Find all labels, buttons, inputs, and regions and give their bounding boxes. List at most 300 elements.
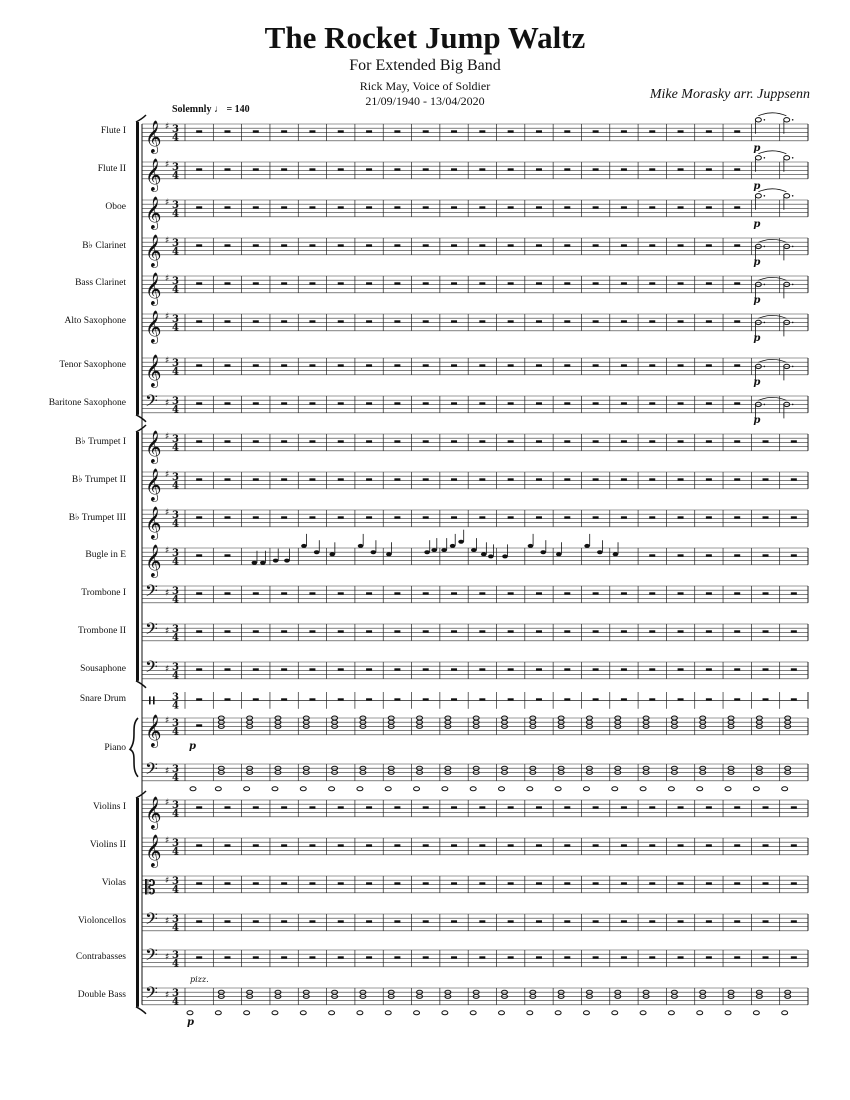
instrument-label: Trombone II <box>78 626 126 637</box>
measure-rest <box>281 668 287 671</box>
measure-rest <box>649 130 655 133</box>
measure-rest <box>338 882 344 885</box>
measure-rest <box>479 516 485 519</box>
measure-rest <box>791 630 797 633</box>
treble-clef-icon: 𝄞 <box>145 713 162 747</box>
measure-rest <box>423 282 429 285</box>
measure-rest <box>224 956 230 959</box>
time-signature: 3 <box>172 875 179 887</box>
measure-rest <box>706 592 712 595</box>
measure-rest <box>451 806 457 809</box>
measure-rest <box>763 806 769 809</box>
measure-rest <box>564 282 570 285</box>
bass-note <box>357 1011 363 1015</box>
measure-rest <box>678 956 684 959</box>
measure-rest <box>564 244 570 247</box>
measure-rest <box>678 206 684 209</box>
measure-rest <box>253 282 259 285</box>
measure-rest <box>196 554 202 557</box>
measure-rest <box>253 592 259 595</box>
measure-rest <box>734 206 740 209</box>
measure-rest <box>451 516 457 519</box>
measure-rest <box>678 478 684 481</box>
measure-rest <box>281 402 287 405</box>
instrument-label: Bass Clarinet <box>75 278 126 289</box>
time-signature: 4 <box>172 772 179 784</box>
instrument-label: Double Bass <box>77 990 126 1001</box>
bass-note <box>442 787 448 791</box>
measure-rest <box>649 668 655 671</box>
measure-rest <box>536 168 542 171</box>
measure-rest <box>253 364 259 367</box>
measure-rest <box>649 630 655 633</box>
bass-note <box>272 787 278 791</box>
instrument-label: Flute I <box>100 126 126 137</box>
bass-note <box>697 787 703 791</box>
note-head <box>502 554 508 558</box>
measure-rest <box>451 206 457 209</box>
measure-rest <box>253 844 259 847</box>
score-title: The Rocket Jump Waltz <box>264 20 586 55</box>
measure-rest <box>564 478 570 481</box>
measure-rest <box>593 206 599 209</box>
measure-rest <box>564 206 570 209</box>
bass-note <box>499 787 505 791</box>
bass-note <box>499 1011 505 1015</box>
note-head <box>252 561 258 565</box>
measure-rest <box>621 844 627 847</box>
measure-rest <box>536 592 542 595</box>
measure-rest <box>394 206 400 209</box>
note-head <box>613 552 619 556</box>
measure-rest <box>621 516 627 519</box>
measure-rest <box>678 668 684 671</box>
measure-rest <box>508 320 514 323</box>
measure-rest <box>508 440 514 443</box>
bass-note <box>244 1011 250 1015</box>
measure-rest <box>423 882 429 885</box>
measure-rest <box>649 554 655 557</box>
composer-credit: Mike Morasky arr. Juppsenn <box>649 87 810 102</box>
score-subtitle: For Extended Big Band <box>349 57 501 74</box>
measure-rest <box>593 320 599 323</box>
measure-rest <box>734 440 740 443</box>
measure-rest <box>309 806 315 809</box>
measure-rest <box>564 920 570 923</box>
dot <box>764 322 766 324</box>
half-note <box>784 156 790 160</box>
sharp-icon: ♯ <box>165 990 170 1001</box>
measure-rest <box>479 920 485 923</box>
note-head <box>471 548 477 552</box>
measure-rest <box>338 592 344 595</box>
measure-rest <box>196 806 202 809</box>
instrument-label: Piano <box>104 743 126 754</box>
measure-rest <box>593 882 599 885</box>
half-note <box>784 118 790 122</box>
instrument-label: Snare Drum <box>79 694 126 705</box>
measure-rest <box>508 282 514 285</box>
measure-rest <box>649 920 655 923</box>
measure-rest <box>281 806 287 809</box>
measure-rest <box>196 698 202 701</box>
bass-note <box>385 1011 391 1015</box>
instrument-label: Flute II <box>97 164 126 175</box>
bass-note <box>725 787 731 791</box>
measure-rest <box>678 844 684 847</box>
tie <box>758 151 786 154</box>
measure-rest <box>196 244 202 247</box>
measure-rest <box>309 592 315 595</box>
measure-rest <box>394 402 400 405</box>
measure-rest <box>593 402 599 405</box>
time-signature: 3 <box>172 691 179 703</box>
measure-rest <box>706 168 712 171</box>
sharp-icon: ♯ <box>165 470 170 481</box>
measure-rest <box>763 592 769 595</box>
measure-rest <box>763 920 769 923</box>
measure-rest <box>423 920 429 923</box>
measure-rest <box>734 402 740 405</box>
time-signature: 3 <box>172 913 179 925</box>
measure-rest <box>479 282 485 285</box>
time-signature: 4 <box>172 594 179 606</box>
measure-rest <box>253 956 259 959</box>
measure-rest <box>593 630 599 633</box>
measure-rest <box>593 668 599 671</box>
measure-rest <box>536 282 542 285</box>
measure-rest <box>706 956 712 959</box>
bass-note <box>414 787 420 791</box>
measure-rest <box>366 130 372 133</box>
bass-note <box>668 787 674 791</box>
measure-rest <box>196 478 202 481</box>
measure-rest <box>224 554 230 557</box>
measure-rest <box>791 440 797 443</box>
time-signature: 4 <box>172 518 179 530</box>
measure-rest <box>338 364 344 367</box>
note-head <box>488 554 494 558</box>
bass-note <box>583 1011 589 1015</box>
time-signature: 3 <box>172 661 179 673</box>
measure-rest <box>224 206 230 209</box>
measure-rest <box>678 130 684 133</box>
measure-rest <box>734 956 740 959</box>
measure-rest <box>706 478 712 481</box>
measure-rest <box>224 844 230 847</box>
measure-rest <box>734 244 740 247</box>
measure-rest <box>763 554 769 557</box>
measure-rest <box>394 956 400 959</box>
measure-rest <box>791 806 797 809</box>
bass-note <box>753 787 759 791</box>
measure-rest <box>536 244 542 247</box>
measure-rest <box>791 516 797 519</box>
measure-rest <box>649 698 655 701</box>
measure-rest <box>706 440 712 443</box>
piano-brace <box>130 718 138 777</box>
measure-rest <box>196 630 202 633</box>
bass-clef-icon: 𝄢 <box>145 580 158 605</box>
half-note <box>784 194 790 198</box>
measure-rest <box>564 844 570 847</box>
measure-rest <box>678 440 684 443</box>
measure-rest <box>706 206 712 209</box>
treble-clef-icon: 𝄞 <box>145 429 162 463</box>
measure-rest <box>451 668 457 671</box>
measure-rest <box>564 320 570 323</box>
measure-rest <box>536 630 542 633</box>
measure-rest <box>281 882 287 885</box>
measure-rest <box>196 320 202 323</box>
dot <box>764 119 766 121</box>
measure-rest <box>281 364 287 367</box>
instrument-label: Alto Saxophone <box>64 316 126 327</box>
measure-rest <box>253 630 259 633</box>
measure-rest <box>224 882 230 885</box>
sharp-icon: ♯ <box>165 716 170 727</box>
bass-note <box>753 1011 759 1015</box>
dynamic-marking: p <box>753 142 761 154</box>
measure-rest <box>621 244 627 247</box>
time-signature: 4 <box>172 670 179 682</box>
measure-rest <box>196 364 202 367</box>
time-signature: 3 <box>172 123 179 135</box>
measure-rest <box>224 630 230 633</box>
measure-rest <box>593 844 599 847</box>
measure-rest <box>423 440 429 443</box>
sharp-icon: ♯ <box>165 356 170 367</box>
measure-rest <box>338 402 344 405</box>
measure-rest <box>366 320 372 323</box>
instrument-label: Baritone Saxophone <box>48 398 126 409</box>
measure-rest <box>536 478 542 481</box>
measure-rest <box>621 698 627 701</box>
dynamic-marking: p <box>753 294 761 306</box>
note-head <box>358 544 364 548</box>
measure-rest <box>394 592 400 595</box>
measure-rest <box>508 478 514 481</box>
dynamic-marking: p <box>753 332 761 344</box>
measure-rest <box>508 244 514 247</box>
measure-rest <box>423 516 429 519</box>
measure-rest <box>423 806 429 809</box>
measure-rest <box>451 956 457 959</box>
system-bracket <box>136 681 146 688</box>
measure-rest <box>338 806 344 809</box>
treble-clef-icon: 𝄞 <box>145 195 162 229</box>
measure-rest <box>479 592 485 595</box>
measure-rest <box>309 630 315 633</box>
sharp-icon: ♯ <box>165 664 170 675</box>
measure-rest <box>309 282 315 285</box>
measure-rest <box>564 698 570 701</box>
bass-note <box>470 787 476 791</box>
measure-rest <box>196 592 202 595</box>
measure-rest <box>451 282 457 285</box>
time-signature: 4 <box>172 556 179 568</box>
measure-rest <box>366 668 372 671</box>
measure-rest <box>451 592 457 595</box>
measure-rest <box>281 630 287 633</box>
measure-rest <box>678 282 684 285</box>
measure-rest <box>593 244 599 247</box>
bass-note <box>555 1011 561 1015</box>
note-head <box>597 550 603 554</box>
measure-rest <box>423 168 429 171</box>
measure-rest <box>621 130 627 133</box>
measure-rest <box>281 592 287 595</box>
measure-rest <box>706 844 712 847</box>
measure-rest <box>564 516 570 519</box>
time-signature: 3 <box>172 275 179 287</box>
measure-rest <box>196 206 202 209</box>
time-signature: 3 <box>172 395 179 407</box>
measure-rest <box>281 168 287 171</box>
measure-rest <box>394 364 400 367</box>
measure-rest <box>536 440 542 443</box>
time-signature: 3 <box>172 313 179 325</box>
measure-rest <box>791 698 797 701</box>
note-head <box>584 544 590 548</box>
measure-rest <box>338 168 344 171</box>
bass-note <box>442 1011 448 1015</box>
measure-rest <box>734 364 740 367</box>
time-signature: 4 <box>172 170 179 182</box>
time-signature: 4 <box>172 246 179 258</box>
measure-rest <box>451 844 457 847</box>
measure-rest <box>536 516 542 519</box>
measure-rest <box>338 440 344 443</box>
measure-rest <box>508 206 514 209</box>
measure-rest <box>678 920 684 923</box>
treble-clef-icon: 𝄞 <box>145 271 162 305</box>
measure-rest <box>224 698 230 701</box>
measure-rest <box>224 402 230 405</box>
bass-clef-icon: 𝄢 <box>145 758 158 783</box>
sharp-icon: ♯ <box>165 236 170 247</box>
treble-clef-icon: 𝄞 <box>145 119 162 153</box>
measure-rest <box>763 698 769 701</box>
dot <box>792 157 794 159</box>
measure-rest <box>281 844 287 847</box>
bass-clef-icon: 𝄢 <box>145 944 158 969</box>
system-bracket <box>136 432 139 681</box>
measure-rest <box>593 440 599 443</box>
measure-rest <box>593 168 599 171</box>
measure-rest <box>763 668 769 671</box>
measure-rest <box>224 668 230 671</box>
measure-rest <box>338 130 344 133</box>
half-note <box>755 118 761 122</box>
bass-note <box>527 787 533 791</box>
measure-rest <box>734 698 740 701</box>
sharp-icon: ♯ <box>165 508 170 519</box>
measure-rest <box>593 516 599 519</box>
measure-rest <box>734 844 740 847</box>
measure-rest <box>253 698 259 701</box>
measure-rest <box>479 440 485 443</box>
note-head <box>329 552 335 556</box>
measure-rest <box>451 440 457 443</box>
measure-rest <box>508 168 514 171</box>
time-signature: 3 <box>172 199 179 211</box>
time-signature: 4 <box>172 884 179 896</box>
measure-rest <box>196 516 202 519</box>
measure-rest <box>706 320 712 323</box>
half-note <box>755 156 761 160</box>
instrument-label: B♭ Trumpet II <box>71 475 126 486</box>
measure-rest <box>649 516 655 519</box>
measure-rest <box>451 320 457 323</box>
measure-rest <box>564 440 570 443</box>
measure-rest <box>253 516 259 519</box>
measure-rest <box>706 364 712 367</box>
time-signature: 3 <box>172 987 179 999</box>
measure-rest <box>451 364 457 367</box>
measure-rest <box>621 592 627 595</box>
measure-rest <box>564 630 570 633</box>
measure-rest <box>706 806 712 809</box>
measure-rest <box>394 882 400 885</box>
measure-rest <box>649 806 655 809</box>
measure-rest <box>338 282 344 285</box>
measure-rest <box>649 282 655 285</box>
measure-rest <box>649 882 655 885</box>
measure-rest <box>338 698 344 701</box>
measure-rest <box>763 478 769 481</box>
sharp-icon: ♯ <box>165 798 170 809</box>
bass-note <box>300 1011 306 1015</box>
note-head <box>556 552 562 556</box>
measure-rest <box>309 920 315 923</box>
dot <box>792 322 794 324</box>
time-signature: 3 <box>172 161 179 173</box>
measure-rest <box>338 920 344 923</box>
measure-rest <box>366 516 372 519</box>
measure-rest <box>621 920 627 923</box>
note-head <box>301 544 307 548</box>
measure-rest <box>338 516 344 519</box>
measure-rest <box>366 440 372 443</box>
instrument-label: Oboe <box>105 202 126 213</box>
measure-rest <box>196 920 202 923</box>
measure-rest <box>479 168 485 171</box>
measure-rest <box>309 882 315 885</box>
measure-rest <box>366 244 372 247</box>
measure-rest <box>338 630 344 633</box>
dot <box>764 284 766 286</box>
sharp-icon: ♯ <box>165 274 170 285</box>
measure-rest <box>678 364 684 367</box>
measure-rest <box>508 630 514 633</box>
measure-rest <box>196 844 202 847</box>
measure-rest <box>253 478 259 481</box>
dot <box>764 195 766 197</box>
measure-rest <box>338 668 344 671</box>
measure-rest <box>338 956 344 959</box>
measure-rest <box>366 844 372 847</box>
dot <box>764 404 766 406</box>
measure-rest <box>508 956 514 959</box>
measure-rest <box>394 668 400 671</box>
sharp-icon: ♯ <box>165 198 170 209</box>
measure-rest <box>621 630 627 633</box>
measure-rest <box>423 478 429 481</box>
measure-rest <box>678 882 684 885</box>
measure-rest <box>309 844 315 847</box>
measure-rest <box>649 402 655 405</box>
